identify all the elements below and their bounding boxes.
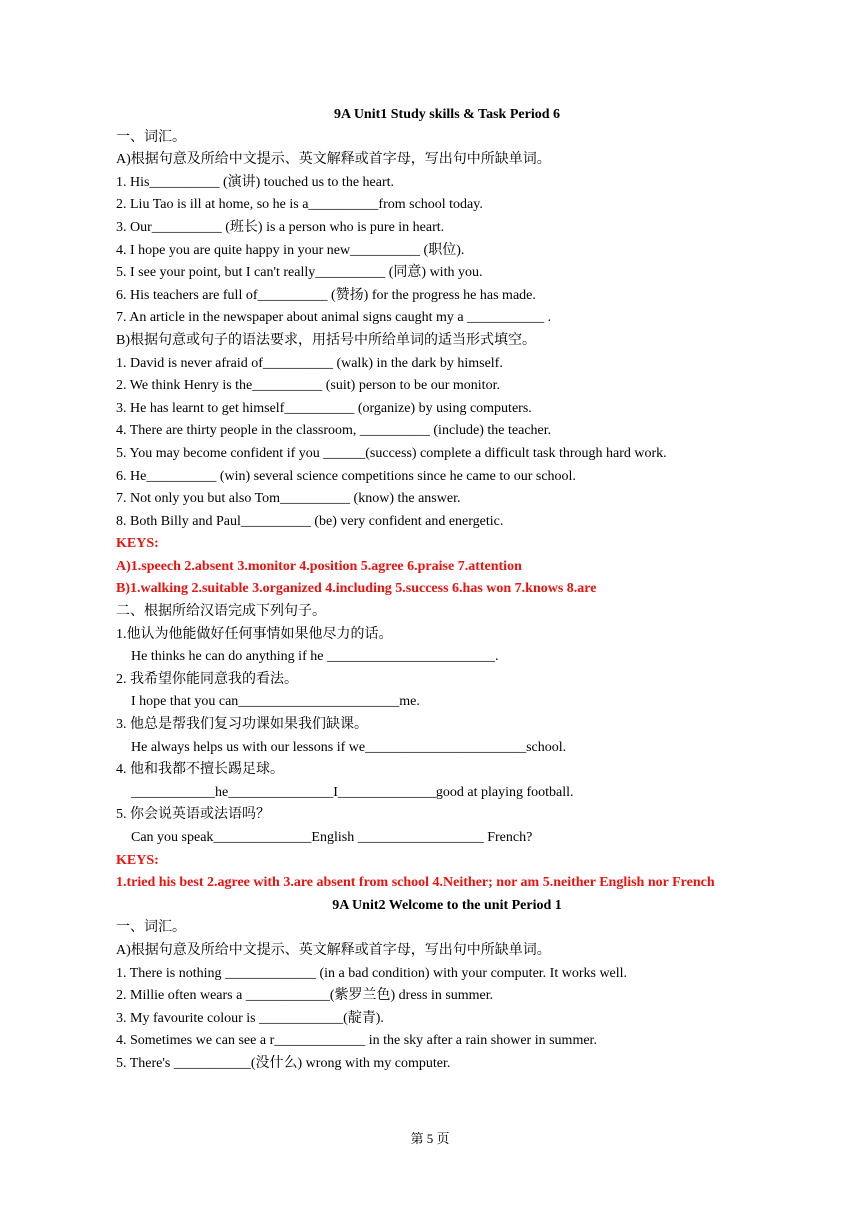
translate-cn: 2. 我希望你能同意我的看法。 [116, 671, 298, 687]
exercise-item: 1. David is never afraid of__________ (walk) in the dark by himself. [116, 355, 503, 371]
keys-part-b: B)1.walking 2.suitable 3.organized 4.including 5.success 6.has won 7.knows 8.are [116, 581, 597, 597]
exercise-item: 3. My favourite colour is ____________(靛青). [116, 1010, 384, 1026]
exercise-item: 6. His teachers are full of__________ (赞扬) for the progress he has made. [116, 287, 536, 303]
part-b-instruction: B)根据句意或句子的语法要求，用括号中所给单词的适当形式填空。 [116, 332, 536, 348]
vocab-heading: 一、词汇。 [116, 920, 186, 936]
translate-en: ____________he_______________I______________good at playing football. [131, 784, 574, 800]
part-a-instruction: A)根据句意及所给中文提示、英文解释或首字母，写出句中所缺单词。 [116, 152, 551, 168]
keys-part-a: A)1.speech 2.absent 3.monitor 4.position 5.agree 6.praise 7.attention [116, 558, 522, 574]
translate-cn: 5. 你会说英语或法语吗？ [116, 807, 270, 823]
translate-en: He always helps us with our lessons if we_______________________school. [131, 739, 567, 755]
page-number: 第 5 页 [410, 1131, 450, 1146]
exercise-item: 8. Both Billy and Paul__________ (be) very confident and energetic. [116, 513, 504, 529]
exercise-item: 5. There's ___________(没什么) wrong with my computer. [116, 1055, 451, 1071]
exercise-item: 2. Millie often wears a ____________(紫罗兰色) dress in summer. [116, 988, 494, 1004]
translate-heading: 二、根据所给汉语完成下列句子。 [116, 604, 326, 620]
translate-en: Can you speak______________English __________________ French? [131, 830, 533, 845]
exercise-item: 1. His__________ (演讲) touched us to the heart. [116, 174, 395, 190]
section-title-unit2: 9A Unit2 Welcome to the unit Period 1 [332, 897, 562, 913]
exercise-item: 2. Liu Tao is ill at home, so he is a__________from school today. [116, 197, 483, 213]
exercise-item: 3. He has learnt to get himself__________ (organize) by using computers. [116, 400, 532, 416]
exercise-item: 4. Sometimes we can see a r_____________ in the sky after a rain shower in summer. [116, 1033, 597, 1049]
translate-en: I hope that you can_______________________me. [131, 694, 420, 710]
translate-cn: 1.他认为他能做好任何事情如果他尽力的话。 [116, 626, 393, 642]
document-content [116, 104, 778, 1076]
translate-cn: 4. 他和我都不擅长踢足球。 [116, 762, 284, 778]
section-title-unit1: 9A Unit1 Study skills & Task Period 6 [333, 107, 560, 122]
exercise-item: 3. Our__________ (班长) is a person who is pure in heart. [116, 219, 445, 235]
exercise-item: 5. I see your point, but I can't really__________ (同意) with you. [116, 265, 483, 281]
translate-cn: 3. 他总是帮我们复习功课如果我们缺课。 [116, 717, 368, 733]
part-a-instruction: A)根据句意及所给中文提示、英文解释或首字母，写出句中所缺单词。 [116, 942, 551, 958]
exercise-item: 7. Not only you but also Tom__________ (know) the answer. [116, 491, 461, 507]
keys2-label: KEYS: [116, 852, 159, 868]
translate-en: He thinks he can do anything if he ________________________. [131, 649, 499, 665]
exercise-item: 1. There is nothing _____________ (in a bad condition) with your computer. It works well. [116, 965, 628, 981]
vocab-heading: 一、词汇。 [116, 129, 186, 145]
keys2-answers: 1.tried his best 2.agree with 3.are absent from school 4.Neither; nor am 5.neither English nor French [116, 875, 715, 891]
exercise-item: 6. He__________ (win) several science competitions since he came to our school. [116, 468, 576, 484]
exercise-item: 4. There are thirty people in the classroom, __________ (include) the teacher. [116, 423, 552, 439]
exercise-item: 7. An article in the newspaper about animal signs caught my a ___________ . [116, 310, 552, 326]
keys-label: KEYS: [116, 536, 159, 552]
exercise-item: 2. We think Henry is the__________ (suit) person to be our monitor. [116, 378, 500, 394]
exercise-item: 4. I hope you are quite happy in your new__________ (职位). [116, 242, 465, 258]
exercise-item: 5. You may become confident if you ______(success) complete a difficult task through hard work. [116, 445, 667, 461]
